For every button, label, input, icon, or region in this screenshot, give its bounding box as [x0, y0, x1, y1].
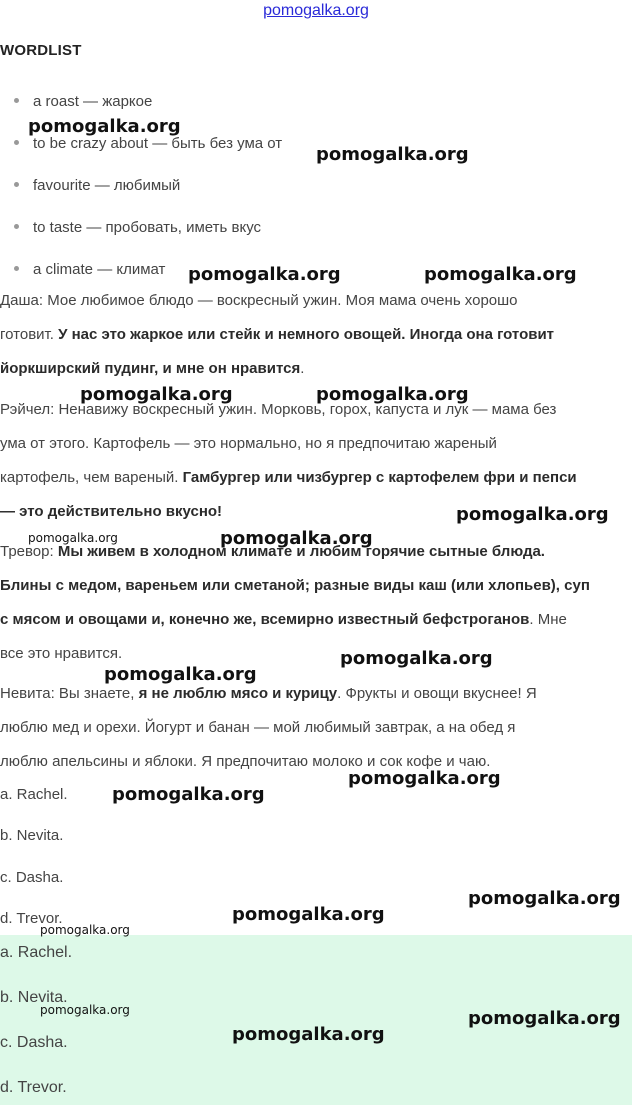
paragraph-rachel: Рэйчел: Ненавижу воскресный ужин. Морковь, горох, капуста и лук — мама без ума от этого. Картофель — это нормально, но я предпочитаю жареный картофель, чем вареный. Гамбургер или чизбургер с картофелем фри и пепси — это действительно вкусно! — [0, 401, 577, 520]
bullet-icon — [14, 98, 19, 103]
watermark: pomogalka.org — [80, 384, 233, 405]
watermark: pomogalka.org — [40, 1003, 130, 1017]
site-link[interactable]: pomogalka.org — [263, 2, 369, 19]
watermark: pomogalka.org — [340, 648, 493, 669]
bullet-icon — [14, 182, 19, 187]
bullet-icon — [14, 266, 19, 271]
paragraph-nevita: Невита: Вы знаете, я не люблю мясо и курицу. Фрукты и овощи вкуснее! Я люблю мед и орехи. Йогурт и банан — мой любимый завтрак, а на обед я люблю апельсины и яблоки. Я предпочитаю молоко и сок кофе и чаю. — [0, 685, 537, 770]
wordlist-item: to be crazy about — быть без ума от — [14, 135, 282, 152]
watermark: pomogalka.org — [28, 531, 118, 545]
bullet-icon — [14, 224, 19, 229]
answer-a: a. Rachel. — [0, 944, 73, 961]
watermark: pomogalka.org — [188, 264, 341, 285]
watermark: pomogalka.org — [316, 384, 469, 405]
watermark: pomogalka.org — [456, 504, 609, 525]
watermark: pomogalka.org — [468, 888, 621, 909]
answer-c: c. Dasha. — [0, 1034, 68, 1051]
paragraph-dasha: Даша: Мое любимое блюдо — воскресный ужин. Моя мама очень хорошо готовит. У нас это жаркое или стейк и немного овощей. Иногда она готовит йоркширский пудинг, и мне он нравится. — [0, 292, 555, 377]
option-d[interactable]: d. Trevor. — [0, 910, 63, 927]
option-b[interactable]: b. Nevita. — [0, 827, 64, 844]
answer-d: d. Trevor. — [0, 1079, 67, 1096]
wordlist-heading: WORDLIST — [0, 42, 82, 59]
watermark: pomogalka.org — [468, 1008, 621, 1029]
paragraph-trevor: Тревор: Мы живем в холодном климате и любим горячие сытные блюда. Блины с медом, вареньем или сметаной; разные виды каш (или хлопьев), суп с мясом и овощами и, конечно же, всемирно известный бефстроганов. Мне все это нравится. — [0, 543, 590, 662]
watermark: pomogalka.org — [112, 784, 265, 805]
watermark: pomogalka.org — [424, 264, 577, 285]
watermark: pomogalka.org — [232, 904, 385, 925]
watermark: pomogalka.org — [316, 144, 469, 165]
watermark: pomogalka.org — [28, 116, 181, 137]
watermark: pomogalka.org — [232, 1024, 385, 1045]
watermark: pomogalka.org — [220, 528, 373, 549]
wordlist-item: a roast — жаркое — [14, 93, 152, 110]
option-a[interactable]: a. Rachel. — [0, 786, 68, 803]
wordlist-item: a climate — климат — [14, 261, 165, 278]
watermark: pomogalka.org — [40, 923, 130, 937]
answer-b: b. Nevita. — [0, 989, 68, 1006]
watermark: pomogalka.org — [104, 664, 257, 685]
wordlist-item: to taste — пробовать, иметь вкус — [14, 219, 261, 236]
bullet-icon — [14, 140, 19, 145]
wordlist-item: favourite — любимый — [14, 177, 180, 194]
watermark: pomogalka.org — [348, 768, 501, 789]
option-c[interactable]: c. Dasha. — [0, 869, 64, 886]
